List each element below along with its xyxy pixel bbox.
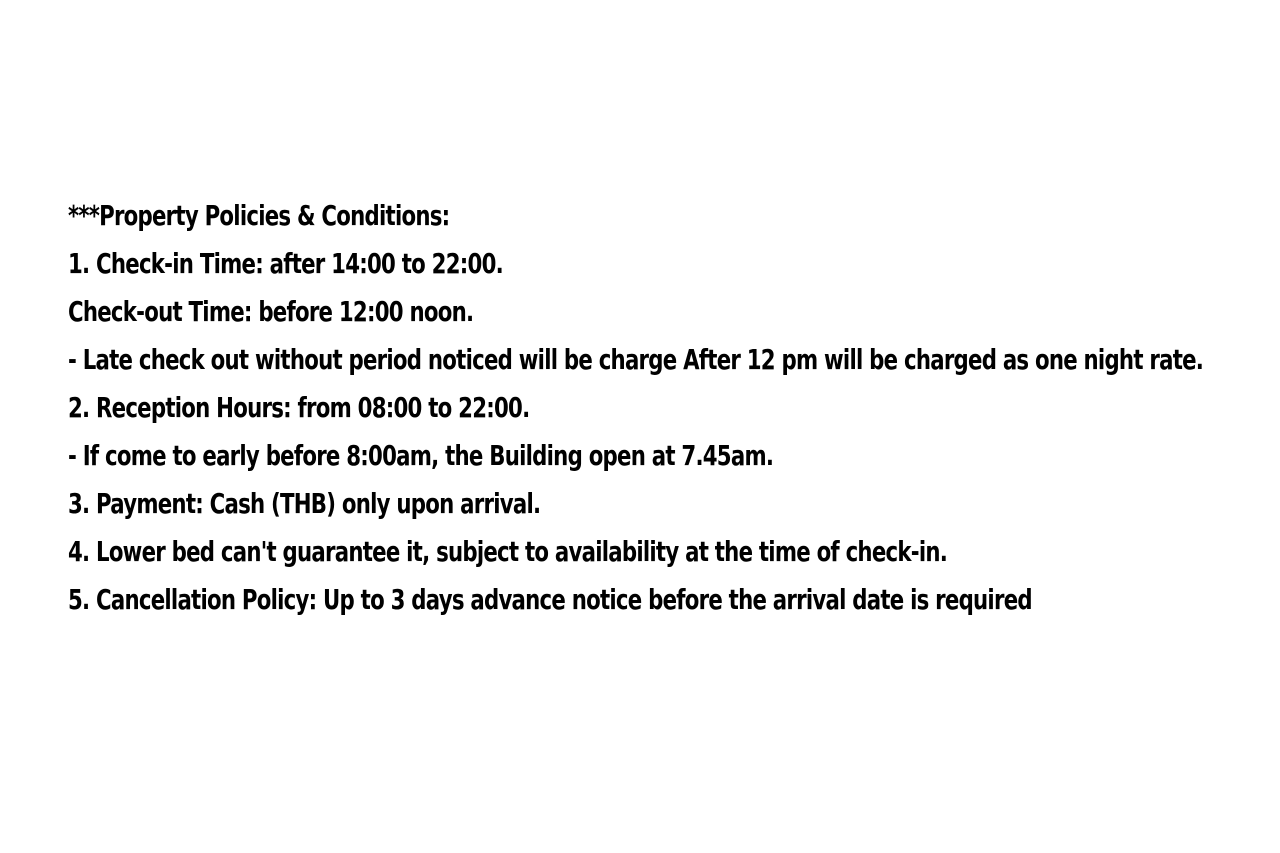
payment-line: 3. Payment: Cash (THB) only upon arrival. [68,487,541,520]
lower-bed-line: 4. Lower bed can't guarantee it, subject to availability at the time of check-in. [68,535,948,568]
check-in-time-line: 1. Check-in Time: after 14:00 to 22:00. [68,247,503,280]
late-check-out-line: - Late check out without period noticed will be charge After 12 pm will be charged as one night rate. [68,343,1204,376]
reception-hours-line: 2. Reception Hours: from 08:00 to 22:00. [68,391,530,424]
check-out-time-line: Check-out Time: before 12:00 noon. [68,295,474,328]
property-policies-block [68,192,1268,624]
early-arrival-line: - If come to early before 8:00am, the Building open at 7.45am. [68,439,774,472]
policies-heading: ***Property Policies & Conditions: [68,199,450,232]
cancellation-policy-line: 5. Cancellation Policy: Up to 3 days advance notice before the arrival date is required [68,583,1032,616]
